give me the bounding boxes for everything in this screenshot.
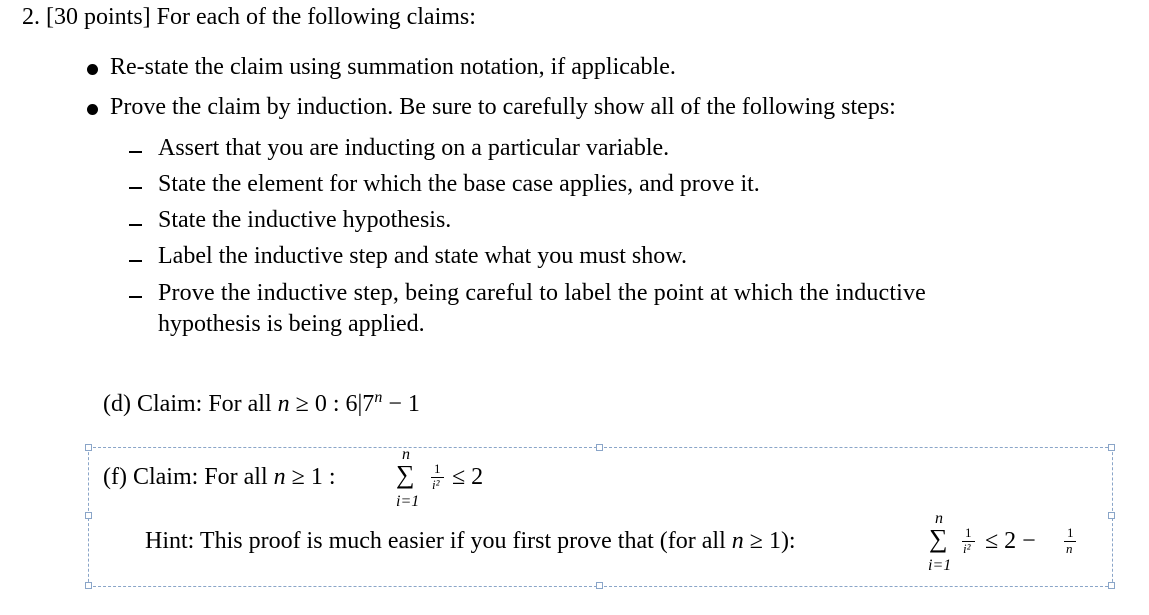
claim-f-frac-num: 1 [434, 461, 441, 476]
problem-intro: For each of the following claims: [156, 4, 476, 30]
resize-handle[interactable] [1108, 582, 1115, 589]
claim-d-tail: − 1 [388, 391, 420, 417]
claim-f-bound: ≤ 2 [452, 464, 484, 490]
claim-f-sum-top: n [402, 446, 410, 463]
claim-f-frac-den: i² [432, 477, 440, 492]
claim-d [103, 389, 420, 418]
resize-handle[interactable] [85, 582, 92, 589]
bullet-icon [87, 64, 98, 75]
dash-icon [129, 260, 142, 262]
resize-handle[interactable] [596, 444, 603, 451]
claim-f [103, 464, 335, 491]
step-item-inductive-step: Label the inductive step and state what you must show. [158, 243, 687, 269]
claim-d-relation: ≥ 0 : 6|7 [295, 391, 375, 417]
resize-handle[interactable] [1108, 444, 1115, 451]
hint-var: n [731, 528, 744, 554]
claim-f-label: (f) Claim: For all [103, 464, 268, 490]
problem-points: [30 points] [46, 4, 151, 30]
hint-relation: ≥ 1): [749, 528, 796, 554]
hint-sum-symbol: ∑ [929, 524, 948, 553]
step-item-base-case: State the element for which the base case applies, and prove it. [158, 171, 760, 197]
bullet-item-restate: Re-state the claim using summation notation, if applicable. [110, 54, 676, 80]
hint-frac-den: i² [963, 541, 971, 556]
claim-d-exponent: n [374, 389, 383, 406]
claim-f-sum-symbol: ∑ [396, 460, 415, 489]
dash-icon [129, 187, 142, 189]
step-item-assert: Assert that you are inducting on a particular variable. [158, 135, 670, 161]
claim-d-label: (d) Claim: For all [103, 391, 272, 417]
claim-d-var: n [277, 391, 290, 417]
claim-f-sum-bottom: i=1 [396, 493, 420, 510]
hint-tail-num: 1 [1067, 525, 1074, 540]
hint-line [145, 528, 796, 555]
claim-f-var: n [273, 464, 286, 490]
dash-icon [129, 151, 142, 153]
resize-handle[interactable] [1108, 512, 1115, 519]
step-item-prove-step-cont: hypothesis is being applied. [158, 311, 425, 337]
claim-f-relation: ≥ 1 : [291, 464, 336, 490]
step-item-prove-step: Prove the inductive step, being careful to label the point at which the inductive [158, 280, 926, 306]
dash-icon [129, 296, 142, 298]
hint-frac-num: 1 [965, 525, 972, 540]
resize-handle[interactable] [596, 582, 603, 589]
hint-bound: ≤ 2 − [985, 528, 1036, 554]
problem-number: 2. [22, 4, 40, 30]
dash-icon [129, 224, 142, 226]
bullet-item-prove: Prove the claim by induction. Be sure to carefully show all of the following steps: [110, 94, 896, 120]
hint-tail-den: n [1066, 541, 1073, 556]
step-item-hypothesis: State the inductive hypothesis. [158, 207, 452, 233]
hint-sum-bottom: i=1 [928, 557, 952, 574]
bullet-icon [87, 104, 98, 115]
problem-header [22, 4, 476, 31]
resize-handle[interactable] [85, 512, 92, 519]
hint-sum-top: n [935, 510, 943, 527]
resize-handle[interactable] [85, 444, 92, 451]
hint-text: Hint: This proof is much easier if you first prove that (for all [145, 528, 726, 554]
